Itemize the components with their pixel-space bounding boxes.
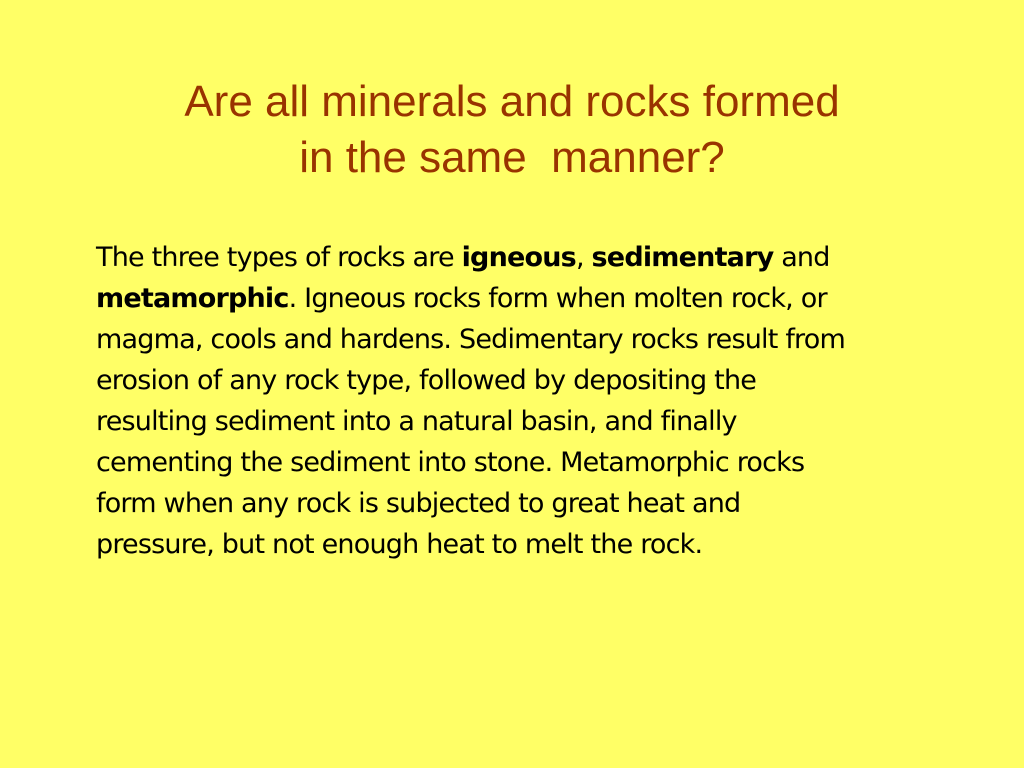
title-line-2: in the same manner? (299, 133, 725, 182)
body-line-6: cementing the sediment into stone. Metamorphic rocks (96, 447, 805, 478)
term-igneous: igneous (461, 242, 576, 273)
title-line-1: Are all minerals and rocks formed (184, 77, 840, 126)
body-line-1-tail: and (773, 242, 830, 273)
term-sedimentary: sedimentary (591, 242, 774, 273)
body-line-2 (96, 278, 996, 319)
body-line-1-text: The three types of rocks are (96, 242, 462, 273)
body-line-4: erosion of any rock type, followed by depositing the (96, 365, 757, 396)
body-line-8: pressure, but not enough heat to melt the rock. (96, 529, 703, 560)
slide-title (40, 74, 984, 186)
body-line-1 (96, 237, 996, 278)
term-separator: , (575, 242, 592, 273)
body-line-3: magma, cools and hardens. Sedimentary rocks result from (96, 324, 845, 355)
body-line-7: form when any rock is subjected to great heat and (96, 488, 741, 519)
body-line-2-text: . Igneous rocks form when molten rock, or (288, 283, 827, 314)
slide-body-text (96, 237, 996, 565)
term-metamorphic: metamorphic (96, 283, 289, 314)
body-line-5: resulting sediment into a natural basin, and finally (96, 406, 737, 437)
